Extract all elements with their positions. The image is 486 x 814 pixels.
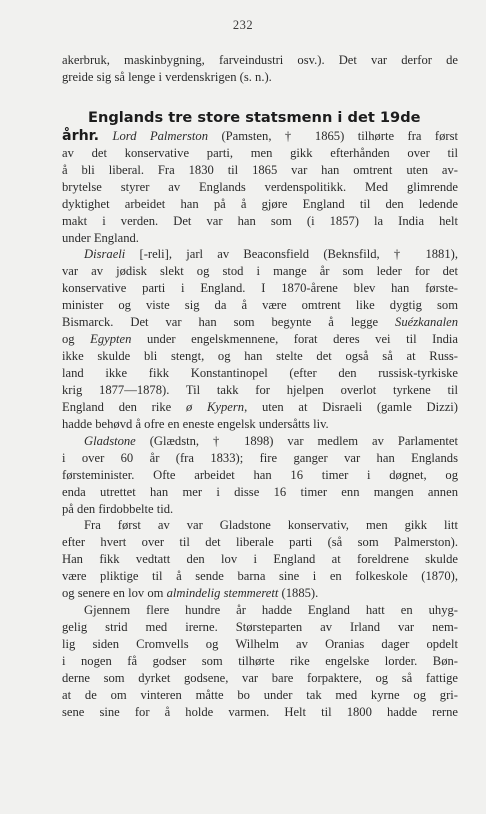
text-line <box>62 433 458 450</box>
text-run: være pliktige til å sende barna sine i en folkeskole (1870), <box>62 569 458 584</box>
text-run: å bli liberal. Fra 1830 til 1865 var han omtrent uten av- <box>62 162 458 177</box>
text-line <box>62 484 458 501</box>
text-line <box>62 348 458 365</box>
text-run: dyktighet arbeidet han på å gjøre England til den ledende <box>62 196 458 211</box>
text-line <box>62 280 458 297</box>
text-line <box>62 196 458 213</box>
text-line <box>62 331 458 348</box>
text-run: Fra først av var Gladstone konservativ, men gikk litt <box>84 518 458 533</box>
text-line <box>62 314 458 331</box>
text-line <box>62 246 458 263</box>
text-run: enda utrettet han mer i disse 16 timer enn mangen annen <box>62 484 458 499</box>
text-line <box>62 128 458 145</box>
text-line <box>62 297 458 314</box>
text-run: akerbruk, maskinbygning, farveindustri osv.). Det var derfor de <box>62 53 458 67</box>
text-line <box>62 704 458 721</box>
text-run <box>99 129 112 143</box>
text-run: ikke skulde bli stengt, og han stelte det også så at Russ- <box>62 349 458 364</box>
text-run: greide sig så lenge i verdenskrigen (s. n.). <box>62 69 272 84</box>
text-run: , uten at Disraeli (gamle Dizzi) <box>244 399 458 414</box>
text-line <box>62 416 458 433</box>
text-run: makt i verden. Det var han som (i 1857) la India helt <box>62 213 458 228</box>
text-line <box>62 263 458 280</box>
text-run: av det konservative parti, men gikk efterhånden over til <box>62 145 458 160</box>
text-line <box>62 213 458 230</box>
text-run: var av jødisk slekt og stod i mange år som leder for det <box>62 264 458 279</box>
text-run: Gjennem flere hundre år hadde England hatt en uhyg- <box>84 603 458 618</box>
italic-name: Suézkanalen <box>395 315 458 330</box>
text-line <box>62 568 458 585</box>
text-line <box>62 501 458 518</box>
text-run: hadde behøvd å ofre en eneste engelsk undersåtts liv. <box>62 416 329 431</box>
text-line <box>62 230 458 247</box>
text-line <box>62 551 458 568</box>
italic-name: ø Kypern <box>185 399 245 414</box>
text-run: og senere en lov om <box>62 586 167 601</box>
text-run: førsteminister. Ofte arbeidet han 16 timer i døgnet, og <box>62 467 458 482</box>
text-line <box>62 619 458 636</box>
italic-name: almindelig stemmerett <box>166 586 279 601</box>
text-run: krig 1877—1878). Til takk for hjelpen overlot tyrkene til <box>62 382 458 397</box>
text-line <box>62 687 458 704</box>
text-run: (1885). <box>278 586 319 601</box>
text-run: sene sine for å holde varmen. Helt til 1800 hadde rerne <box>62 704 458 719</box>
italic-name: Lord Palmerston <box>112 128 209 143</box>
text-run: i nogen få godser som tilhørte rike engelske lorder. Bøn- <box>62 653 458 668</box>
paragraph-gap <box>62 86 458 107</box>
text-run: Englands tre store statsmenn i det 19de <box>88 108 421 126</box>
text-run: England den rike <box>62 399 186 414</box>
text-run: at de om vinteren måtte bo under tak med kyrne og gri- <box>62 687 458 702</box>
text-line <box>62 399 458 416</box>
text-line <box>62 382 458 399</box>
text-line <box>62 365 458 382</box>
text-run: under engelskmennene, forat deres vei til India <box>131 332 459 347</box>
text-line <box>62 69 458 86</box>
text-line <box>62 467 458 484</box>
text-line <box>62 670 458 687</box>
text-run: og <box>62 332 91 347</box>
page-body-text <box>62 52 458 721</box>
text-run: lig siden Cromvells og Wilhelm av Oranias dager opdelt <box>62 637 458 651</box>
text-run: (Pamsten, † 1865) tilhørte fra først <box>208 128 458 143</box>
text-run: under England. <box>62 230 139 245</box>
text-run: derne som dyrket godsene, var bare forpaktere, og så fattige <box>62 670 458 685</box>
italic-name: Disraeli <box>84 247 126 262</box>
text-run: Bismarck. Det var han som begynte å legge <box>62 315 396 330</box>
text-line <box>62 145 458 162</box>
section-heading <box>62 107 458 128</box>
italic-name: Gladstone <box>84 433 136 448</box>
text-run: efter hvert over til det liberale parti (så som Palmerston). <box>62 535 458 550</box>
text-run: land ikke fikk Konstantinopel (efter den russisk-tyrkiske <box>62 366 458 380</box>
text-run: Han fikk vedtatt den lov i England at foreldrene skulde <box>62 552 458 567</box>
text-line <box>62 653 458 670</box>
text-line <box>62 52 458 69</box>
italic-name: Egypten <box>90 332 132 347</box>
text-run: gelig strid med irerne. Størsteparten av Irland var nem- <box>62 620 458 635</box>
text-line <box>62 179 458 196</box>
text-line <box>62 517 458 534</box>
page-number: 232 <box>232 18 254 32</box>
text-run: [-reli], jarl av Beaconsfield (Beknsfild, † 1881), <box>125 247 458 262</box>
text-line <box>62 602 458 619</box>
text-run: (Glædstn, † 1898) var medlem av Parlamentet <box>135 433 458 448</box>
text-line <box>62 162 458 179</box>
text-line <box>62 534 458 551</box>
text-run: i over 60 år (fra 1833); fire ganger var han Englands <box>62 450 458 465</box>
text-run: konservative parti i England. I 1870-årene blev han første- <box>62 281 458 296</box>
text-line <box>62 636 458 653</box>
text-run: på den firdobbelte tid. <box>62 501 174 516</box>
text-run: brytelse styrer av Englands verdenspolitikk. Med glimrende <box>62 179 458 194</box>
heading-continuation: århr. <box>62 127 100 144</box>
text-line <box>62 585 458 602</box>
text-run: minister og viste sig da å være omtrent like dygtig som <box>62 298 458 313</box>
text-line <box>62 450 458 467</box>
